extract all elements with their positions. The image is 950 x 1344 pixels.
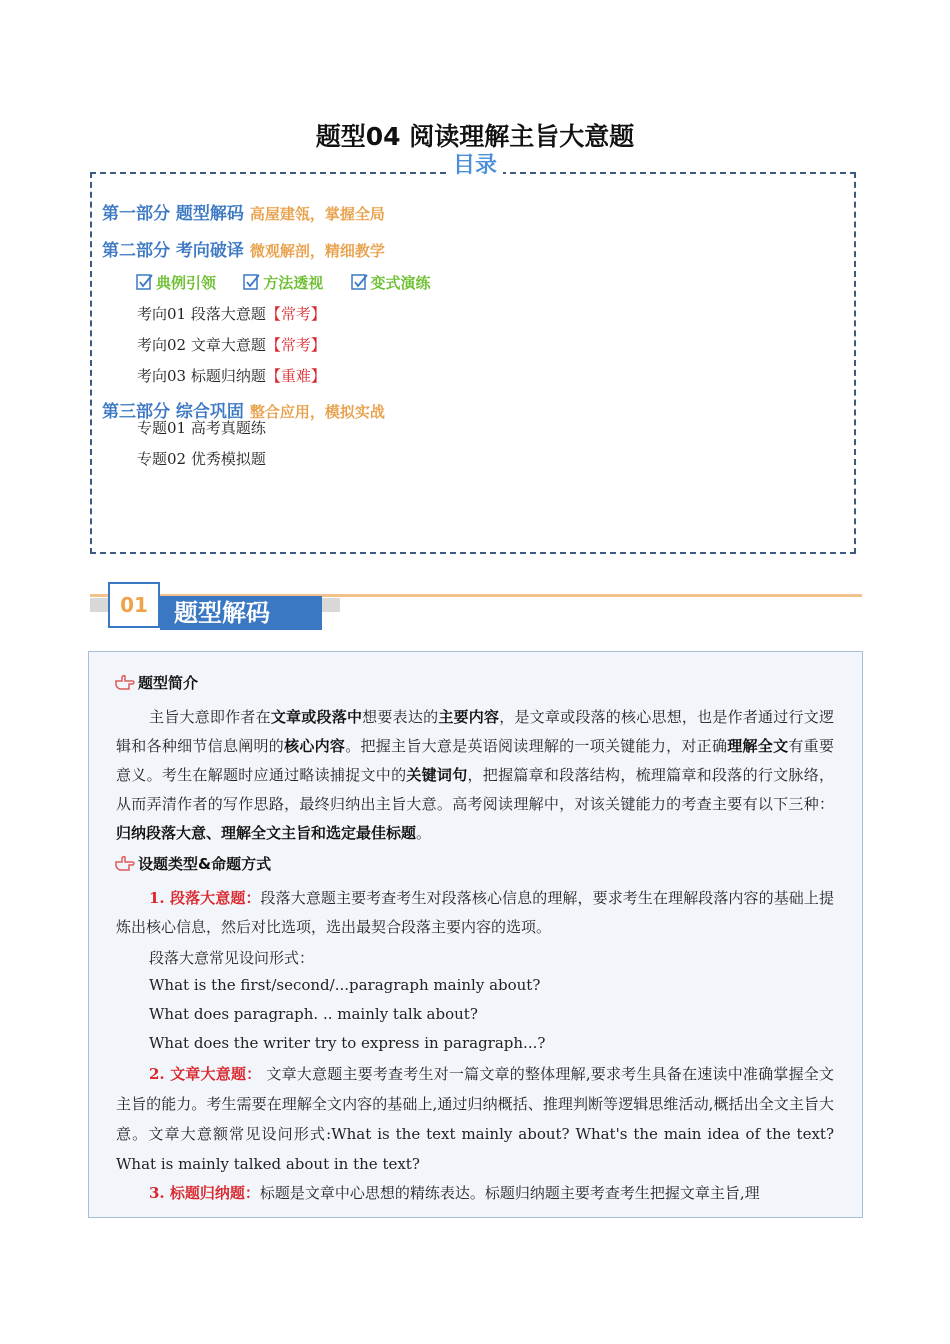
checkbox-icon — [351, 273, 369, 291]
toc-part-1-tag: 高屋建瓴，掌握全局 — [249, 205, 385, 223]
intro-heading: 题型简介 — [114, 672, 198, 693]
question-form: What does the writer try to express in paragraph...? — [149, 1034, 546, 1052]
type-1-paragraph: 1. 段落大意题：段落大意题主要考查考生对段落核心信息的理解，要求考生在理解段落内容的基础上提炼出核心信息，然后对比选项，选出最契合段落主要内容的选项。 — [116, 889, 834, 936]
toc-item[interactable]: 考向01 段落大意题【常考】 — [137, 305, 326, 323]
type-3-paragraph: 3. 标题归纳题：标题是文章中心思想的精练表达。标题归纳题主要考查考生把握文章主旨,理 — [149, 1184, 760, 1202]
toc-heading: 目录 — [0, 148, 950, 179]
toc-special[interactable]: 专题01 高考真题练 — [137, 419, 266, 437]
question-form: What is the first/second/...paragraph mainly about? — [149, 976, 541, 994]
type-2-paragraph: 2. 文章大意题： 文章大意题主要考查考生对一篇文章的整体理解,要求考生具备在速读中准确掌握全文主旨的能力。考生需要在理解全文内容的基础上,通过归纳概括、推理判断等逻辑思维活动,概括出全文主旨大意。文章大意额常见设问形式:What is the text mainly about? What's the main idea of the text? What is mainly talked about in the text? — [116, 1065, 834, 1173]
toc-methods — [136, 272, 453, 293]
toc-part-3: 第三部分 综合巩固 整合应用，模拟实战 — [102, 402, 385, 422]
toc-part-2-tag: 微观解剖，精细教学 — [249, 242, 385, 260]
toc-part-2: 第二部分 考向破译 微观解剖，精细教学 — [102, 241, 385, 261]
checkbox-icon — [136, 273, 154, 291]
method-practice: 变式演练 — [351, 272, 431, 293]
section-title: 题型解码 — [160, 596, 322, 630]
pointing-hand-icon — [114, 854, 136, 872]
types-heading: 设题类型&命题方式 — [114, 853, 271, 874]
section-banner — [90, 582, 862, 638]
pointing-hand-icon — [114, 673, 136, 691]
type-1-subtitle: 段落大意常见设问形式： — [149, 949, 315, 967]
checkbox-icon — [243, 273, 261, 291]
document-title: 题型04 阅读理解主旨大意题 — [315, 122, 635, 151]
toc-part-1: 第一部分 题型解码 高屋建瓴，掌握全局 — [102, 204, 385, 224]
toc-item[interactable]: 考向02 文章大意题【常考】 — [137, 336, 326, 354]
method-example: 典例引领 — [136, 272, 216, 293]
toc-box — [90, 172, 856, 554]
toc-special[interactable]: 专题02 优秀模拟题 — [137, 450, 266, 468]
question-form: What does paragraph. .. mainly talk about? — [149, 1005, 478, 1023]
section-number: 01 — [108, 582, 160, 628]
toc-item[interactable]: 考向03 标题归纳题【重难】 — [137, 367, 326, 385]
toc-part-3-tag: 整合应用，模拟实战 — [249, 403, 385, 421]
method-technique: 方法透视 — [243, 272, 323, 293]
intro-paragraph: 主旨大意即作者在文章或段落中想要表达的主要内容，是文章或段落的核心思想，也是作者通过行文逻辑和各种细节信息阐明的核心内容。把握主旨大意是英语阅读理解的一项关键能力，对正确理解全文有重要意义。考生在解题时应通过略读捕捉文中的关键词句，把握篇章和段落结构，梳理篇章和段落的行文脉络，从而弄清作者的写作思路，最终归纳出主旨大意。高考阅读理解中，对该关键能力的考查主要有以下三种：归纳段落大意、理解全文主旨和选定最佳标题。 — [116, 708, 834, 842]
